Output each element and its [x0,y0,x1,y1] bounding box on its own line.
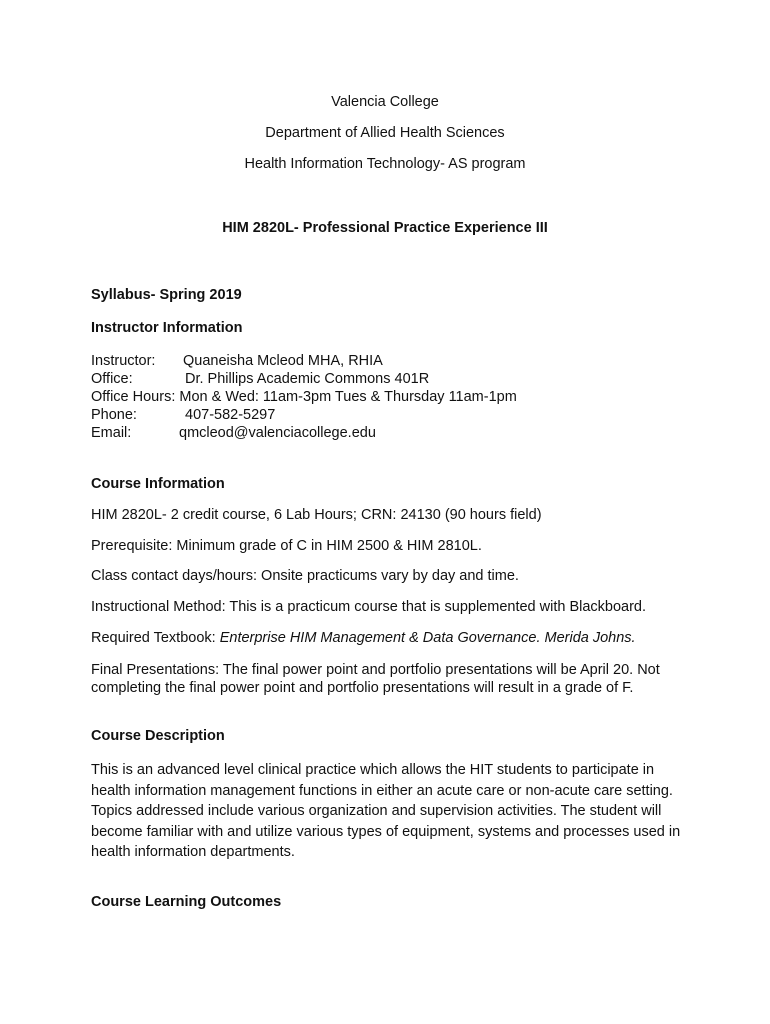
office-label: Office: [91,371,133,387]
syllabus-heading: Syllabus- Spring 2019 [91,287,242,303]
course-title: HIM 2820L- Professional Practice Experience III [222,220,548,236]
college-name: Valencia College [331,94,439,110]
instructor-label: Instructor: [91,353,156,369]
email-value: qmcleod@valenciacollege.edu [179,425,376,441]
program-name: Health Information Technology- AS program [244,156,526,172]
phone-row [91,407,275,423]
learning-outcomes-heading: Course Learning Outcomes [91,894,282,910]
office-hours-label: Office Hours: [91,389,176,405]
course-description-text: This is an advanced level clinical practice which allows the HIT students to participate in health information management functions in either an acute care or non-acute care setting. Topics addressed include various organization and supervision activities. The student will become familiar with and utilize various types of equipment, systems and processes used in health information departments. [91,762,681,860]
instructor-row [91,353,383,369]
course-contact: Class contact days/hours: Onsite practicums vary by day and time. [91,568,519,584]
course-textbook [91,630,636,646]
office-hours-row [91,389,517,405]
office-row [91,371,429,387]
course-method: Instructional Method: This is a practicum course that is supplemented with Blackboard. [91,599,647,615]
department-name: Department of Allied Health Sciences [265,125,505,141]
course-info-heading: Course Information [91,476,225,492]
textbook-title: Enterprise HIM Management & Data Governance. Merida Johns. [219,630,636,646]
course-credit: HIM 2820L- 2 credit course, 6 Lab Hours; CRN: 24130 (90 hours field) [91,507,542,523]
final-presentations: Final Presentations: The final power point and portfolio presentations will be April 20. Not completing the final power point and portfolio presentations will result in a grade of F. [91,662,660,696]
instructor-value: Quaneisha Mcleod MHA, RHIA [183,353,383,369]
course-prerequisite: Prerequisite: Minimum grade of C in HIM 2500 & HIM 2810L. [91,538,482,554]
phone-label: Phone: [91,407,137,423]
instructor-info-heading: Instructor Information [91,320,243,336]
office-hours-value: Mon & Wed: 11am-3pm Tues & Thursday 11am-1pm [179,389,517,405]
email-row [91,425,376,441]
email-label: Email: [91,425,132,441]
course-description-heading: Course Description [91,728,225,744]
office-value: Dr. Phillips Academic Commons 401R [185,371,430,387]
textbook-label: Required Textbook: [91,630,220,646]
phone-value: 407-582-5297 [185,407,276,423]
